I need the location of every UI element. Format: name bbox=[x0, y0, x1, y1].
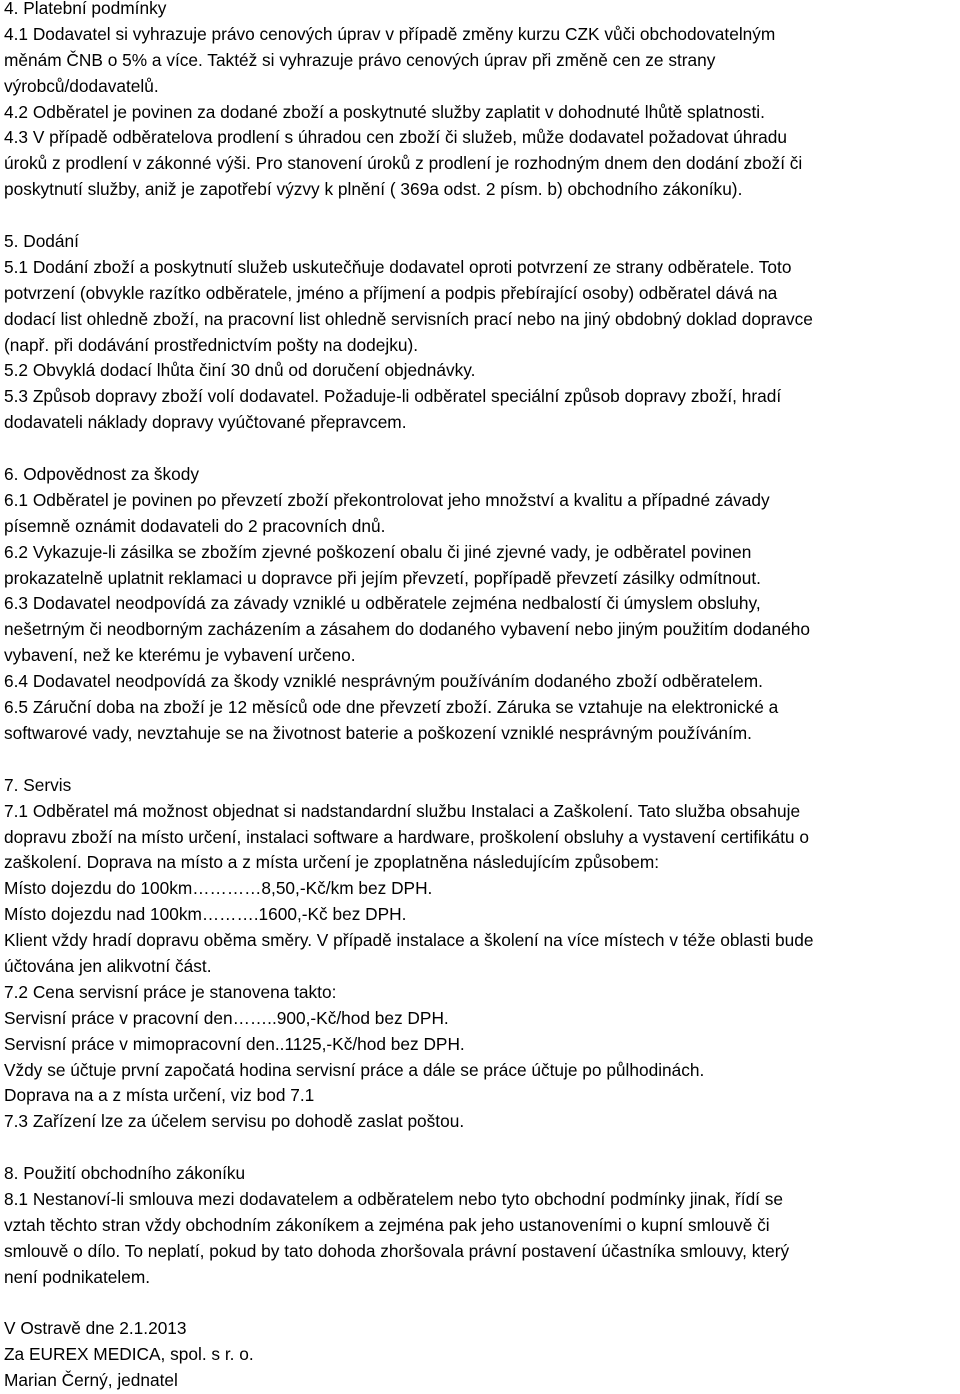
text-line: 6.3 Dodavatel neodpovídá za závady vzniklé u odběratele zejména nedbalostí či úmyslem obsluhy, bbox=[4, 593, 761, 614]
section-heading: 8. Použití obchodního zákoníku bbox=[4, 1163, 246, 1184]
text-line: nešetrným či neodborným zacházením a zásahem do dodaného vybavení nebo jiným použitím dodaného bbox=[4, 619, 810, 640]
text-line: smlouvě o dílo. To neplatí, pokud by tato dohoda zhoršovala právní postavení účastníka smlouvy, který bbox=[4, 1240, 790, 1261]
text-line: poskytnutí služby, aniž je zapotřebí výzvy k plnění ( 369a odst. 2 písm. b) obchodního zákoníku). bbox=[4, 179, 743, 200]
text-line: 8.1 Nestanoví-li smlouva mezi dodavatelem a odběratelem nebo tyto obchodní podmínky jinak, řídí se bbox=[4, 1188, 784, 1209]
text-line: 6.5 Záruční doba na zboží je 12 měsíců ode dne převzetí zboží. Záruka se vztahuje na elektronické a bbox=[4, 697, 779, 718]
text-line: (např. při dodávání prostřednictvím pošty na dodejku). bbox=[4, 334, 419, 355]
text-line: měnám ČNB o 5% a více. Taktéž si vyhrazuje právo cenových úprav při změně cen ze strany bbox=[4, 49, 716, 70]
blank-line bbox=[4, 436, 958, 462]
text-line: prokazatelně uplatnit reklamaci u dopravce při jejím převzetí, popřípadě převzetí zásilky odmítnout. bbox=[4, 567, 761, 588]
blank-line bbox=[4, 203, 958, 229]
text-line: Servisní práce v mimopracovní den..1125,-Kč/hod bez DPH. bbox=[4, 1033, 465, 1054]
text-line: písemně oznámit dodavateli do 2 pracovních dnů. bbox=[4, 515, 386, 536]
text-line: dopravu zboží na místo určení, instalaci software a hardware, proškolení obsluhy a vystavení certifikátu o bbox=[4, 826, 809, 847]
text-line: úroků z prodlení v zákonné výši. Pro stanovení úroků z prodlení je rozhodným dnem den dodání zboží či bbox=[4, 153, 803, 174]
text-line: 4.3 V případě odběratelova prodlení s úhradou cen zboží či služeb, může dodavatel požadovat úhradu bbox=[4, 127, 787, 148]
text-line: Marian Černý, jednatel bbox=[4, 1370, 178, 1391]
text-line: potvrzení (obvykle razítko odběratele, jméno a příjmení a podpis přebírající osoby) odběratel dává na bbox=[4, 282, 778, 303]
section-heading: 7. Servis bbox=[4, 774, 72, 795]
text-line: 4.2 Odběratel je povinen za dodané zboží a poskytnuté služby zaplatit v dohodnuté lhůtě splatnosti. bbox=[4, 101, 765, 122]
text-line: Doprava na a z místa určení, viz bod 7.1 bbox=[4, 1085, 315, 1106]
section-heading: 5. Dodání bbox=[4, 231, 79, 252]
text-line: V Ostravě dne 2.1.2013 bbox=[4, 1318, 187, 1339]
section-heading: 6. Odpovědnost za škody bbox=[4, 464, 200, 485]
text-line: 6.2 Vykazuje-li zásilka se zbožím zjevné poškození obalu či jiné zjevné vady, je odběratel povinen bbox=[4, 541, 752, 562]
text-line: Místo dojezdu nad 100km……….1600,-Kč bez DPH. bbox=[4, 904, 407, 925]
text-line: 7.1 Odběratel má možnost objednat si nadstandardní službu Instalaci a Zaškolení. Tato služba obsahuje bbox=[4, 800, 801, 821]
text-line: 7.2 Cena servisní práce je stanovena takto: bbox=[4, 981, 337, 1002]
text-line: 4.1 Dodavatel si vyhrazuje právo cenových úprav v případě změny kurzu CZK vůči obchodovatelným bbox=[4, 23, 776, 44]
text-line: dodavateli náklady dopravy vyúčtované přepravcem. bbox=[4, 412, 407, 433]
blank-line bbox=[4, 1135, 958, 1161]
text-line: Vždy se účtuje první započatá hodina servisní práce a dále se práce účtuje po půlhodinách. bbox=[4, 1059, 705, 1080]
text-line: 6.1 Odběratel je povinen po převzetí zboží překontrolovat jeho množství a kvalitu a případné závady bbox=[4, 489, 770, 510]
text-line: Servisní práce v pracovní den……..900,-Kč/hod bez DPH. bbox=[4, 1007, 449, 1028]
text-line: dodací list ohledně zboží, na pracovní list ohledně servisních prací nebo na jiný obdobný doklad dopravce bbox=[4, 308, 813, 329]
text-line: účtována jen alikvotní část. bbox=[4, 955, 212, 976]
document-body bbox=[4, 0, 958, 1394]
text-line: zaškolení. Doprava na místo a z místa určení je zpoplatněna následujícím způsobem: bbox=[4, 852, 660, 873]
blank-line bbox=[4, 747, 958, 773]
text-line: 5.2 Obvyklá dodací lhůta činí 30 dnů od doručení objednávky. bbox=[4, 360, 476, 381]
text-line: vztah těchto stran vždy obchodním zákoníkem a zejména pak jeho ustanoveními o kupní smlouvě či bbox=[4, 1214, 770, 1235]
section-heading: 4. Platební podmínky bbox=[4, 0, 167, 18]
text-line: výrobců/dodavatelů. bbox=[4, 75, 159, 96]
text-line: není podnikatelem. bbox=[4, 1266, 151, 1287]
text-line: 5.3 Způsob dopravy zboží volí dodavatel. Požaduje-li odběratel speciální způsob dopravy zboží, hradí bbox=[4, 386, 782, 407]
text-line: vybavení, než ke kterému je vybavení určeno. bbox=[4, 645, 356, 666]
text-line: Místo dojezdu do 100km…………8,50,-Kč/km bez DPH. bbox=[4, 878, 433, 899]
text-line: 7.3 Zařízení lze za účelem servisu po dohodě zaslat poštou. bbox=[4, 1111, 465, 1132]
text-line: softwarové vady, nevztahuje se na životnost baterie a poškození vzniklé nesprávným používáním. bbox=[4, 722, 752, 743]
text-line: 5.1 Dodání zboží a poskytnutí služeb uskutečňuje dodavatel oproti potvrzení ze strany odběratele. Toto bbox=[4, 256, 792, 277]
text-line: Klient vždy hradí dopravu oběma směry. V případě instalace a školení na více místech v téže oblasti bude bbox=[4, 930, 814, 951]
blank-line bbox=[4, 1291, 958, 1317]
text-line: 6.4 Dodavatel neodpovídá za škody vzniklé nesprávným používáním dodaného zboží odběratelem. bbox=[4, 671, 763, 692]
text-line: Za EUREX MEDICA, spol. s r. o. bbox=[4, 1344, 254, 1365]
